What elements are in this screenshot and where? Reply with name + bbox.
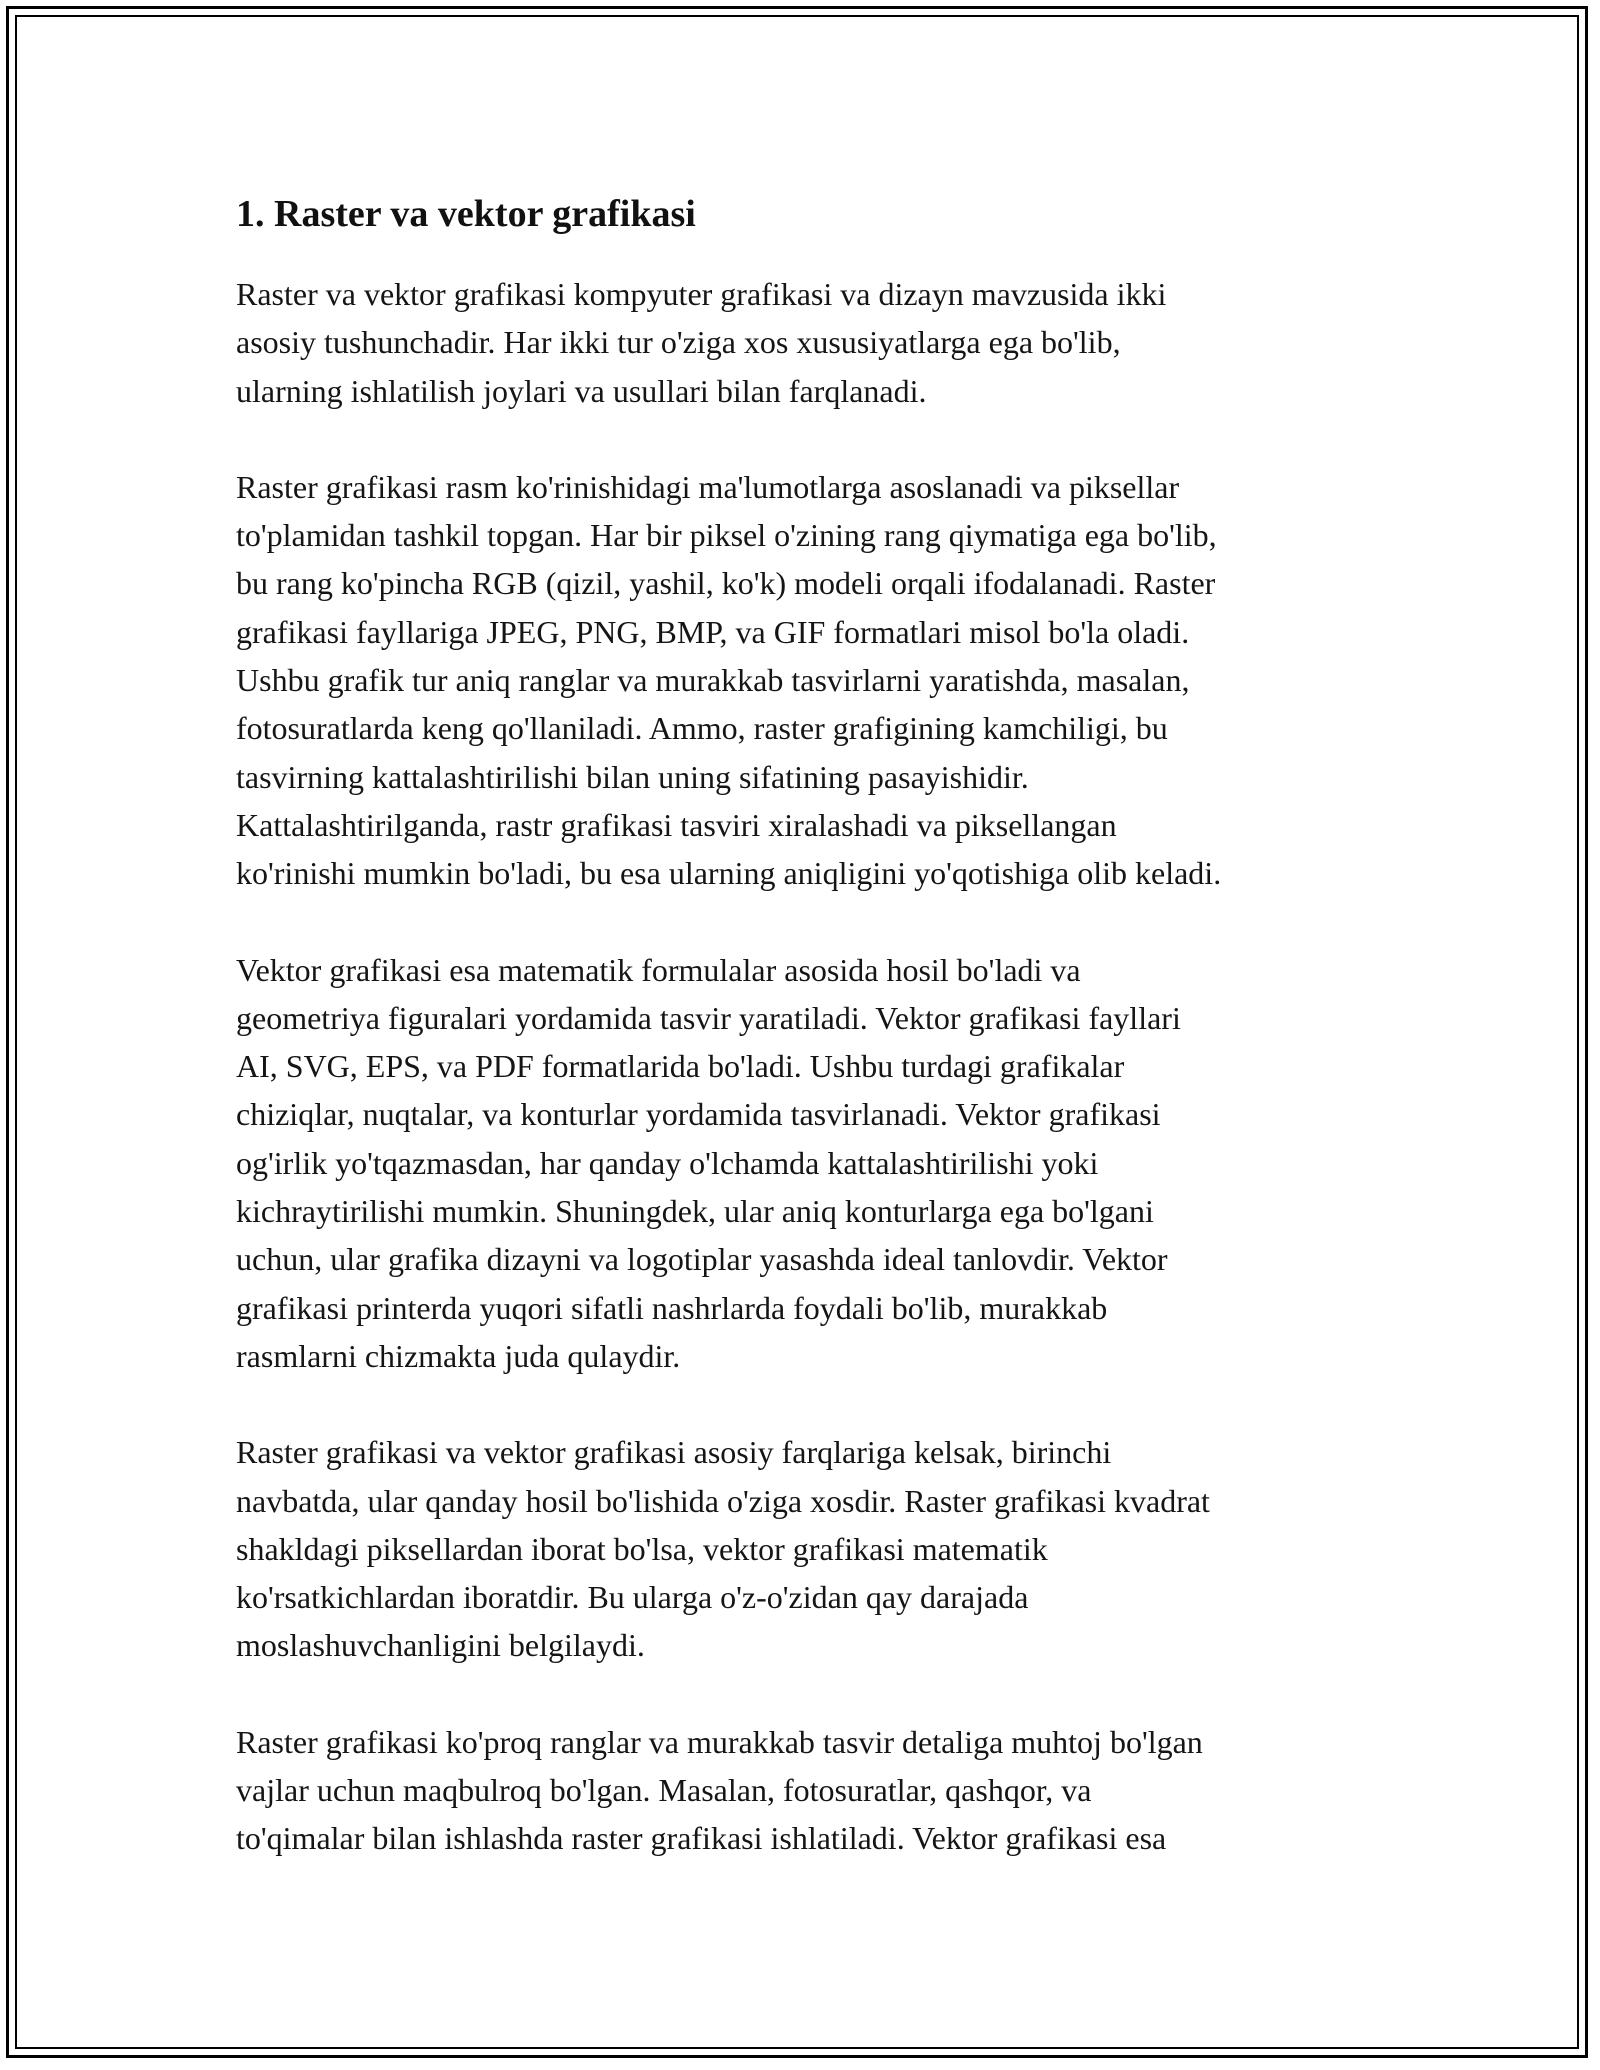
paragraph-raster: Raster grafikasi rasm ko'rinishidagi ma'lumotlarga asoslanadi va piksellar to'plamidan tashkil topgan. Har bir piksel o'zining rang qiymatiga ega bo'lib, bu rang ko'pincha RGB (qizil, yashil, ko'k) modeli orqali ifodalanadi. Raster grafikasi fayllariga JPEG, PNG, BMP, va GIF formatlari misol bo'la oladi. Ushbu grafik tur aniq ranglar va murakkab tasvirlarni yaratishda, masalan, fotosuratlarda keng qo'llaniladi. Ammo, raster grafigining kamchiligi, bu tasvirning kattalashtirilishi bilan uning sifatining pasayishidir. Kattalashtirilganda, rastr grafikasi tasviri xiralashadi va piksellangan ko'rinishi mumkin bo'ladi, bu esa ularning aniqligini yo'qotishiga olib keladi.	[236, 468, 1222, 892]
section-heading: 1. Raster va vektor grafikasi	[236, 193, 696, 235]
paragraph-vector: Vektor grafikasi esa matematik formulalar asosida hosil bo'ladi va geometriya figuralari yordamida tasvir yaratiladi. Vektor grafikasi fayllari AI, SVG, EPS, va PDF formatlarida bo'ladi. Ushbu turdagi grafikalar chiziqlar, nuqtalar, va konturlar yordamida tasvirlanadi. Vektor grafikasi og'irlik yo'tqazmasdan, har qanday o'lchamda kattalashtirilishi yoki kichraytirilishi mumkin. Shuningdek, ular aniq konturlarga ega bo'lgani uchun, ular grafika dizayni va logotiplar yasashda ideal tanlovdir. Vektor grafikasi printerda yuqori sifatli nashrlarda foydali bo'lib, murakkab rasmlarni chizmakta juda qulaydir.	[236, 951, 1181, 1374]
paragraph-usage: Raster grafikasi ko'proq ranglar va murakkab tasvir detaliga muhtoj bo'lgan vajlar uchun maqbulroq bo'lgan. Masalan, fotosuratlar, qashqor, va to'qimalar bilan ishlashda raster grafikasi ishlatiladi. Vektor grafikasi esa	[236, 1723, 1203, 1857]
paragraph-intro: Raster va vektor grafikasi kompyuter grafikasi va dizayn mavzusida ikki asosiy tushunchadir. Har ikki tur o'ziga xos xususiyatlarga ega bo'lib, ularning ishlatilish joylari va usullari bilan farqlanadi.	[236, 276, 1167, 409]
paragraph-differences: Raster grafikasi va vektor grafikasi asosiy farqlariga kelsak, birinchi navbatda, ular qanday hosil bo'lishida o'ziga xosdir. Raster grafikasi kvadrat shakldagi piksellardan iborat bo'lsa, vektor grafikasi matematik ko'rsatkichlardan iboratdir. Bu ularga o'z-o'zidan qay darajada moslashuvchanligini belgilaydi.	[236, 1434, 1210, 1664]
document-body	[236, 186, 1376, 1911]
